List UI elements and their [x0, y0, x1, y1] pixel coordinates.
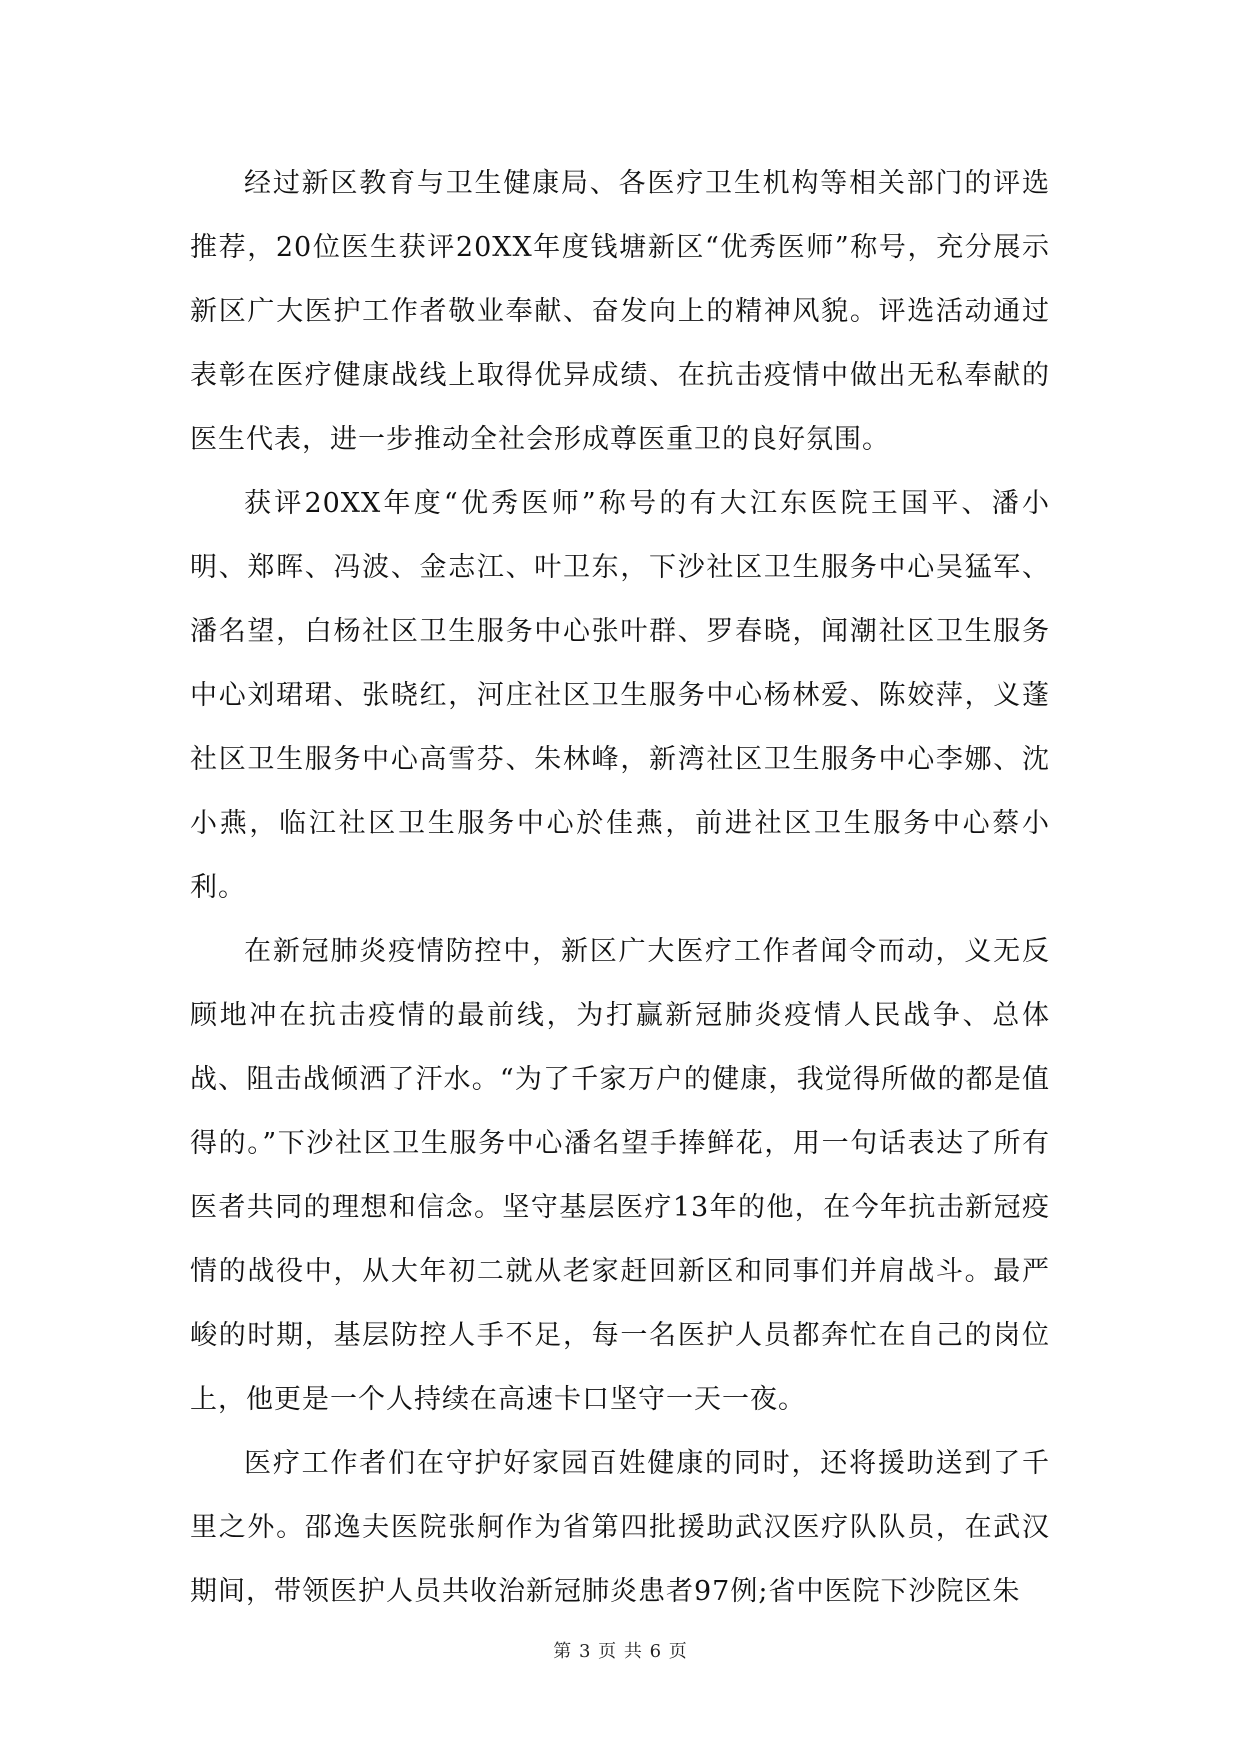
paragraph-epidemic-frontline: 在新冠肺炎疫情防控中，新区广大医疗工作者闻令而动，义无反顾地冲在抗击疫情的最前线，为打赢新冠肺炎疫情人民战争、总体战、阻击战倾洒了汗水。“为了千家万户的健康，我觉得所做的都是值得的。”下沙社区卫生服务中心潘名望手捧鲜花，用一句话表达了所有医者共同的理想和信念。坚守基层医疗13年的他，在今年抗击新冠疫情的战役中，从大年初二就从老家赶回新区和同事们并肩战斗。最严峻的时期，基层防控人手不足，每一名医护人员都奔忙在自己的岗位上，他更是一个人持续在高速卡口坚守一天一夜。 [190, 936, 1050, 1415]
paragraph-wuhan-aid: 医疗工作者们在守护好家园百姓健康的同时，还将援助送到了千里之外。邵逸夫医院张舸作为省第四批援助武汉医疗队队员，在武汉期间，带领医护人员共收治新冠肺炎患者97例;省中医院下沙院区朱 [190, 1448, 1050, 1607]
body-text [190, 152, 1050, 1624]
paragraph-evaluation-intro: 经过新区教育与卫生健康局、各医疗卫生机构等相关部门的评选推荐，20位医生获评20XX年度钱塘新区“优秀医师”称号，充分展示新区广大医护工作者敬业奉献、奋发向上的精神风貌。评选活动通过表彰在医疗健康战线上取得优异成绩、在抗击疫情中做出无私奉献的医生代表，进一步推动全社会形成尊医重卫的良好氛围。 [190, 168, 1050, 455]
paragraph-awardee-list: 获评20XX年度“优秀医师”称号的有大江东医院王国平、潘小明、郑晖、冯波、金志江、叶卫东，下沙社区卫生服务中心吴猛军、潘名望，白杨社区卫生服务中心张叶群、罗春晓，闻潮社区卫生服务中心刘珺珺、张晓红，河庄社区卫生服务中心杨林爱、陈姣萍，义蓬社区卫生服务中心高雪芬、朱林峰，新湾社区卫生服务中心李娜、沈小燕，临江社区卫生服务中心於佳燕，前进社区卫生服务中心蔡小利。 [190, 488, 1050, 903]
page-number-footer: 第 3 页 共 6 页 [553, 1641, 688, 1662]
